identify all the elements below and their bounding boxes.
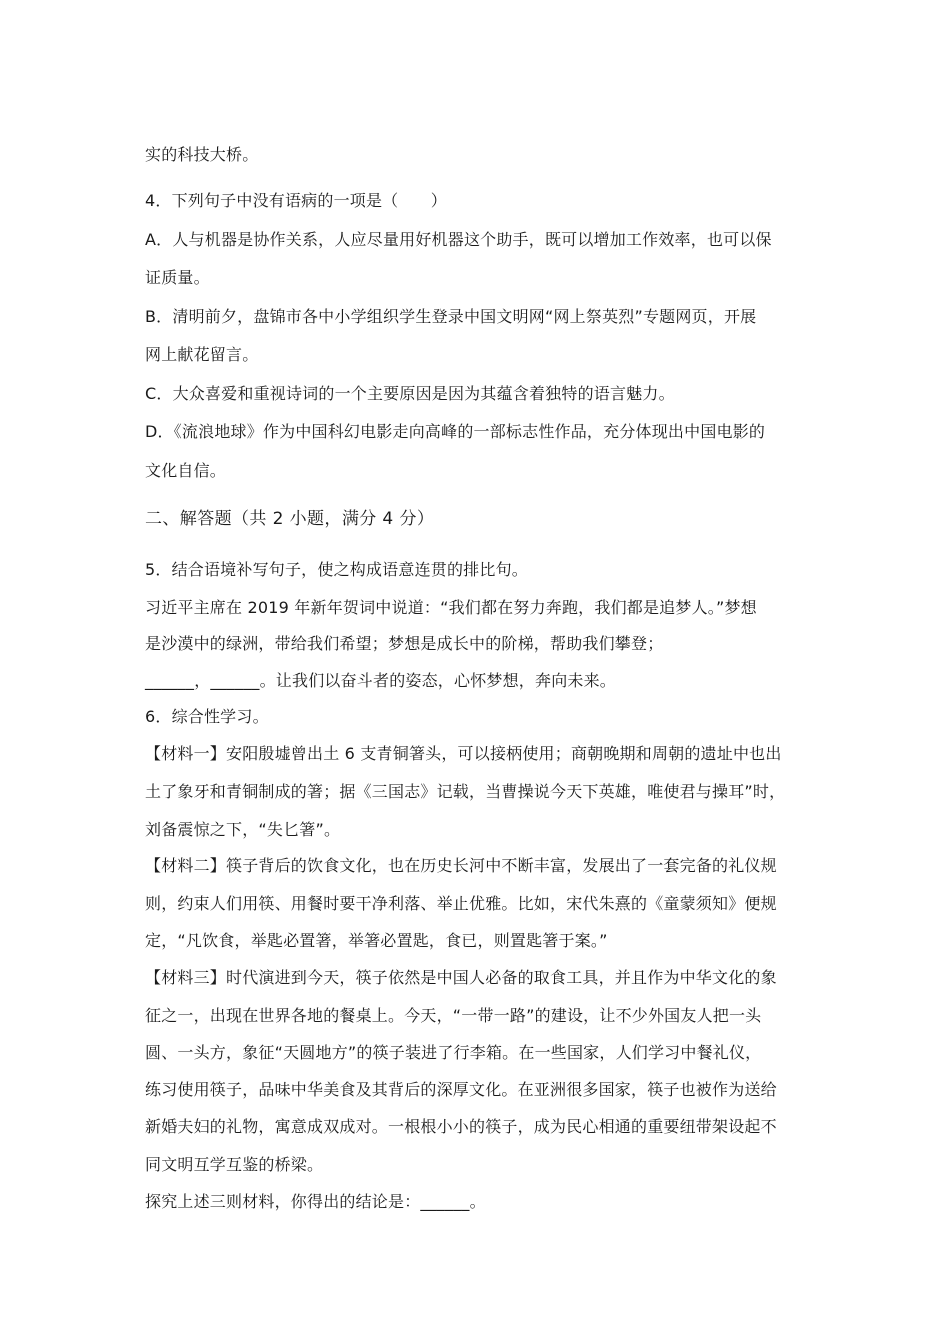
text-line: 是沙漠中的绿洲，带给我们希望；梦想是成长中的阶梯，帮助我们攀登； — [145, 634, 664, 653]
question-4-stem: 4．下列句子中没有语病的一项是（ ） — [145, 191, 447, 210]
section-heading: 二、解答题（共 2 小题，满分 4 分） — [145, 509, 435, 529]
text-line: 网上献花留言。 — [145, 345, 259, 364]
text-line: 土了象牙和青铜制成的箸；据《三国志》记载，当曹操说今天下英雄，唯使君与操耳”时， — [145, 782, 786, 801]
text-line: 定，“凡饮食，举匙必置箸，举箸必置匙，食已，则置匙箸于案。” — [145, 931, 608, 950]
text-line: 征之一，出现在世界各地的餐桌上。今天，“一带一路”的建设，让不少外国友人把一头 — [145, 1006, 762, 1025]
conclusion-prompt: 探究上述三则材料，你得出的结论是：______。 — [145, 1192, 486, 1211]
material-one: 【材料一】安阳殷墟曾出土 6 支青铜箸头，可以接柄使用；商朝晚期和周朝的遗址中也出 — [145, 744, 782, 763]
text-line: 圆、一头方，象征“天圆地方”的筷子装进了行李箱。在一些国家，人们学习中餐礼仪， — [145, 1043, 762, 1062]
question-4-option-d: D．《流浪地球》作为中国科幻电影走向高峰的一部标志性作品，充分体现出中国电影的 — [145, 422, 766, 441]
text-line: 习近平主席在 2019 年新年贺词中说道：“我们都在努力奔跑，我们都是追梦人。”梦想 — [145, 598, 757, 617]
text-line: 同文明互学互鉴的桥梁。 — [145, 1155, 324, 1174]
text-line: 练习使用筷子，品味中华美食及其背后的深厚文化。在亚洲很多国家，筷子也被作为送给 — [145, 1080, 777, 1099]
question-5-stem: 5．结合语境补写句子，使之构成语意连贯的排比句。 — [145, 560, 528, 579]
text-line: 新婚夫妇的礼物，寓意成双成对。一根根小小的筷子，成为民心相通的重要纽带架设起不 — [145, 1117, 777, 1136]
text-line: 刘备震惊之下，“失匕箸”。 — [145, 820, 341, 839]
question-6-stem: 6．综合性学习。 — [145, 707, 269, 726]
material-two: 【材料二】筷子背后的饮食文化，也在历史长河中不断丰富，发展出了一套完备的礼仪规 — [145, 856, 777, 875]
question-4-option-b: B．清明前夕，盘锦市各中小学组织学生登录中国文明网“网上祭英烈”专题网页，开展 — [145, 307, 757, 326]
answer-blank-line: ______，______。让我们以奋斗者的姿态，心怀梦想，奔向未来。 — [145, 671, 617, 690]
question-4-option-c: C．大众喜爱和重视诗词的一个主要原因是因为其蕴含着独特的语言魅力。 — [145, 384, 675, 403]
text-line: 则，约束人们用筷、用餐时要干净利落、举止优雅。比如，宋代朱熹的《童蒙须知》便规 — [145, 894, 777, 913]
question-4-option-a: A．人与机器是协作关系，人应尽量用好机器这个助手，既可以增加工作效率，也可以保 — [145, 230, 772, 249]
material-three: 【材料三】时代演进到今天，筷子依然是中国人必备的取食工具，并且作为中华文化的象 — [145, 968, 777, 987]
text-line: 实的科技大桥。 — [145, 145, 259, 164]
text-line: 证质量。 — [145, 268, 210, 287]
text-line: 文化自信。 — [145, 461, 227, 480]
